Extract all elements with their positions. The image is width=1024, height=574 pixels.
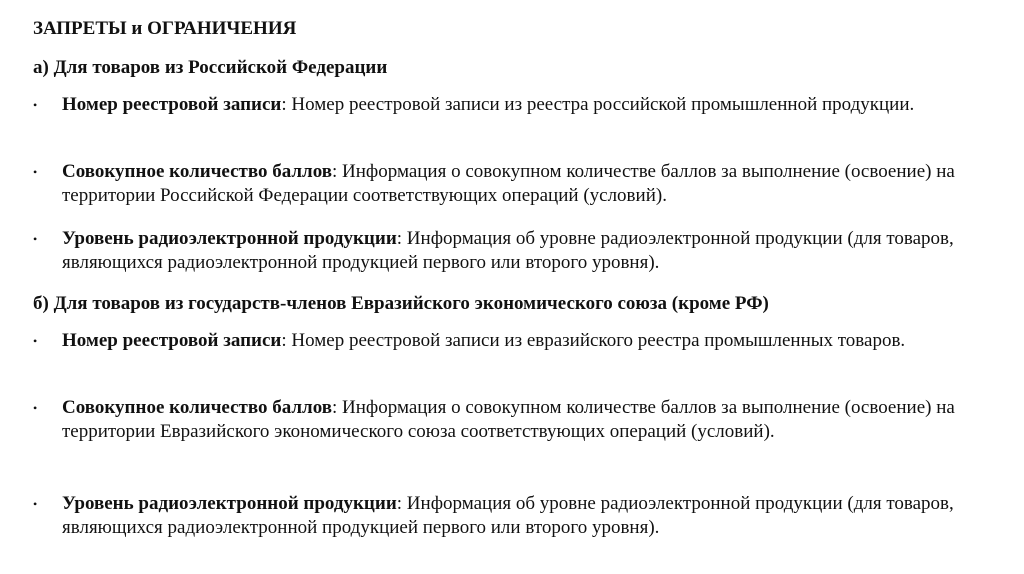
bullet-icon: • <box>33 334 38 348</box>
list-item-electronics-level <box>33 227 993 275</box>
section-heading-russia: а) Для товаров из Российской Федерации <box>33 57 388 78</box>
bullet-icon: • <box>33 232 38 246</box>
bullet-icon: • <box>33 401 38 415</box>
item-description: : Информация о совокупном количестве баллов за выполнение (освоение) на территории Евразийского экономического союза соответствующих операций (условий). <box>62 397 955 442</box>
list-item-total-points <box>33 160 993 208</box>
item-description: : Номер реестровой записи из реестра российской промышленной продукции. <box>281 94 915 115</box>
list-item-registry-number <box>33 329 993 353</box>
list-item-total-points <box>33 396 993 444</box>
item-term: Совокупное количество баллов <box>62 397 332 418</box>
list-item-text <box>62 227 993 275</box>
item-term: Совокупное количество баллов <box>62 161 332 182</box>
item-description: : Информация об уровне радиоэлектронной продукции (для товаров, являющихся радиоэлектронной продукцией первого или второго уровня). <box>62 493 954 538</box>
bullet-icon: • <box>33 497 38 511</box>
list-item-text <box>62 492 993 540</box>
list-item-registry-number <box>33 93 993 117</box>
item-description: : Номер реестровой записи из евразийского реестра промышленных товаров. <box>281 330 906 351</box>
item-term: Номер реестровой записи <box>62 330 282 351</box>
list-item-text <box>62 329 993 353</box>
list-item-text <box>62 160 993 208</box>
item-description: : Информация о совокупном количестве баллов за выполнение (освоение) на территории Российской Федерации соответствующих операций (условий). <box>62 161 955 206</box>
bullet-icon: • <box>33 165 38 179</box>
list-item-electronics-level <box>33 492 993 540</box>
item-term: Номер реестровой записи <box>62 94 282 115</box>
item-description: : Информация об уровне радиоэлектронной продукции (для товаров, являющихся радиоэлектронной продукцией первого или второго уровня). <box>62 228 954 273</box>
page-title: ЗАПРЕТЫ и ОГРАНИЧЕНИЯ <box>33 18 297 39</box>
item-term: Уровень радиоэлектронной продукции <box>62 228 397 249</box>
list-item-text <box>62 396 993 444</box>
list-item-text <box>62 93 993 117</box>
item-term: Уровень радиоэлектронной продукции <box>62 493 397 514</box>
section-heading-eaeu: б) Для товаров из государств-членов Евразийского экономического союза (кроме РФ) <box>33 293 769 314</box>
bullet-icon: • <box>33 98 38 112</box>
